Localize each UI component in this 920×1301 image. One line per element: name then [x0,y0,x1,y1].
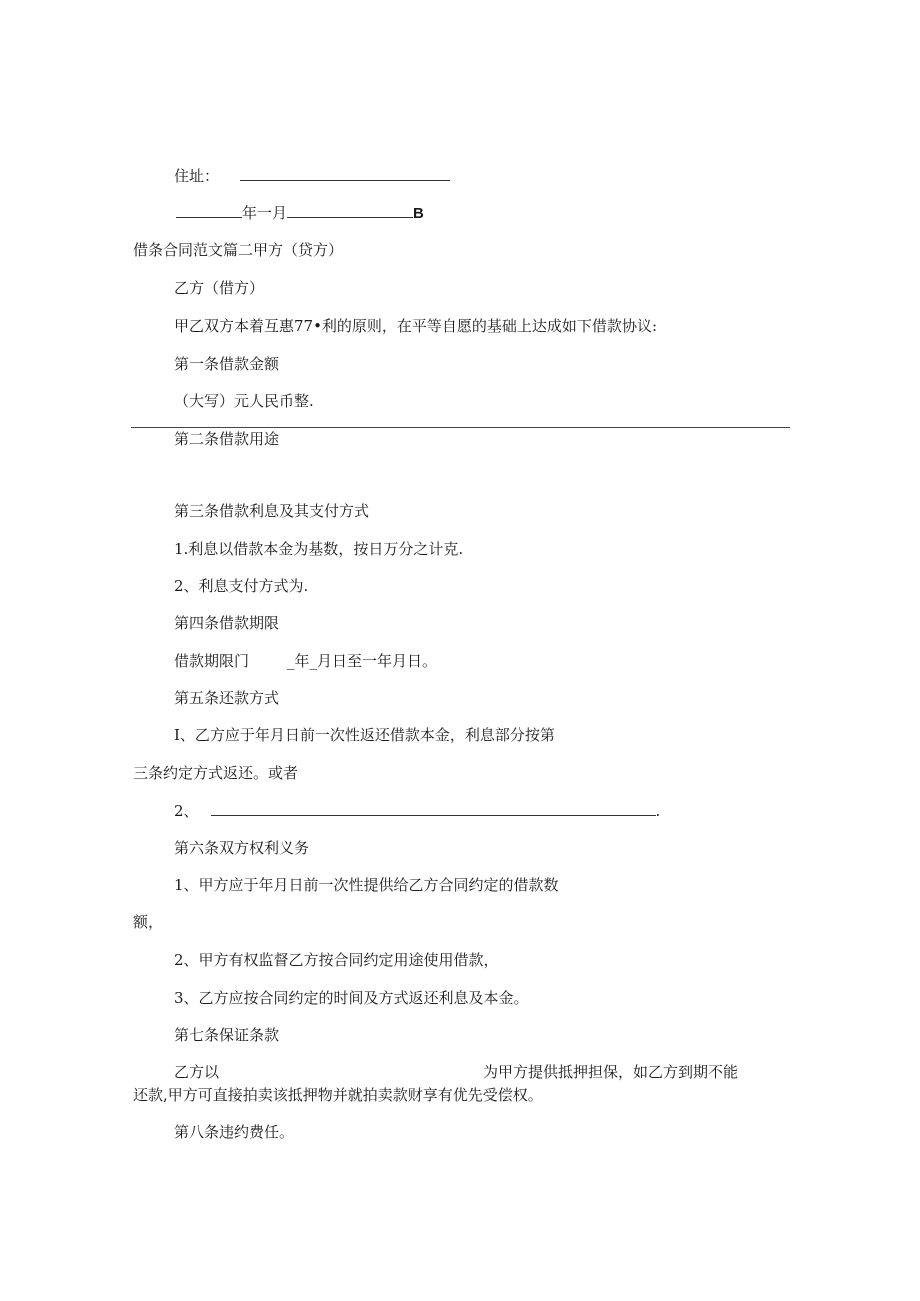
article-4-text [174,651,437,671]
article-6-item-2: 2、甲方有权监督乙方按合同约定用途使用借款， [174,951,499,969]
article-6-item-1: 1、甲方应于年月日前一次性提供给乙方合同约定的借款数 [174,876,559,894]
date-year-month: 年一月 [242,204,288,222]
article-3-title: 第三条借款利息及其支付方式 [174,502,370,520]
horizontal-rule [131,427,790,428]
date-blank-1 [176,203,242,218]
article-8-title: 第八条违约费任。 [174,1123,295,1141]
article-6-item-3: 3、乙方应按合同约定的时间及方式返还利息及本金。 [174,989,529,1007]
article-2-title: 第二条借款用途 [174,430,280,448]
article-5-item-1: I、乙方应于年月日前一次性返还借款本金，利息部分按第 [174,726,555,744]
article-3-item-2: 2、利息支付方式为. [174,577,309,595]
date-end: B [413,205,424,222]
article-7-text-c: 还款,甲方可直接拍卖该抵押物并就拍卖款财享有优先受偿权。 [133,1086,543,1104]
article-5-title: 第五条还款方式 [174,689,280,707]
article-5-item-2 [174,801,660,821]
article-4-text-a: 借款期限门 [174,652,250,670]
article-7-title: 第七条保证条款 [174,1026,280,1044]
intro-text: 甲乙双方本着互惠77•利的原则，在平等自愿的基础上达成如下借款协议: [174,317,657,335]
article-6-title: 第六条双方权利义务 [174,839,310,857]
article-4-text-b: _年_月日至一年月日。 [287,652,438,670]
article-5-item-1-cont: 三条约定方式返还。或者 [133,764,299,782]
contract-heading: 借条合同范文篇二甲方（贷方） [133,241,344,259]
address-line [174,166,450,186]
date-line [176,203,424,224]
article-1-title: 第一条借款金额 [174,355,280,373]
article-7-text-b: 为甲方提供抵押担保，如乙方到期不能 [483,1063,739,1081]
article-7-text-a: 乙方以 [174,1063,220,1081]
article-1-text: （大写）元人民币整. [174,392,314,410]
article-3-item-1: 1.利息以借款本金为基数，按日万分之计克. [174,540,464,558]
article-5-item-2-num: 2、 [174,802,199,820]
article-6-item-1-cont: 额， [133,913,164,931]
date-blank-2 [287,203,413,218]
article-4-title: 第四条借款期限 [174,614,280,632]
address-blank [240,166,450,181]
party-b: 乙方（借方） [174,279,265,297]
article-5-item-2-end: . [655,802,661,820]
article-5-item-2-blank [211,801,656,816]
address-label: 住址： [174,167,220,185]
